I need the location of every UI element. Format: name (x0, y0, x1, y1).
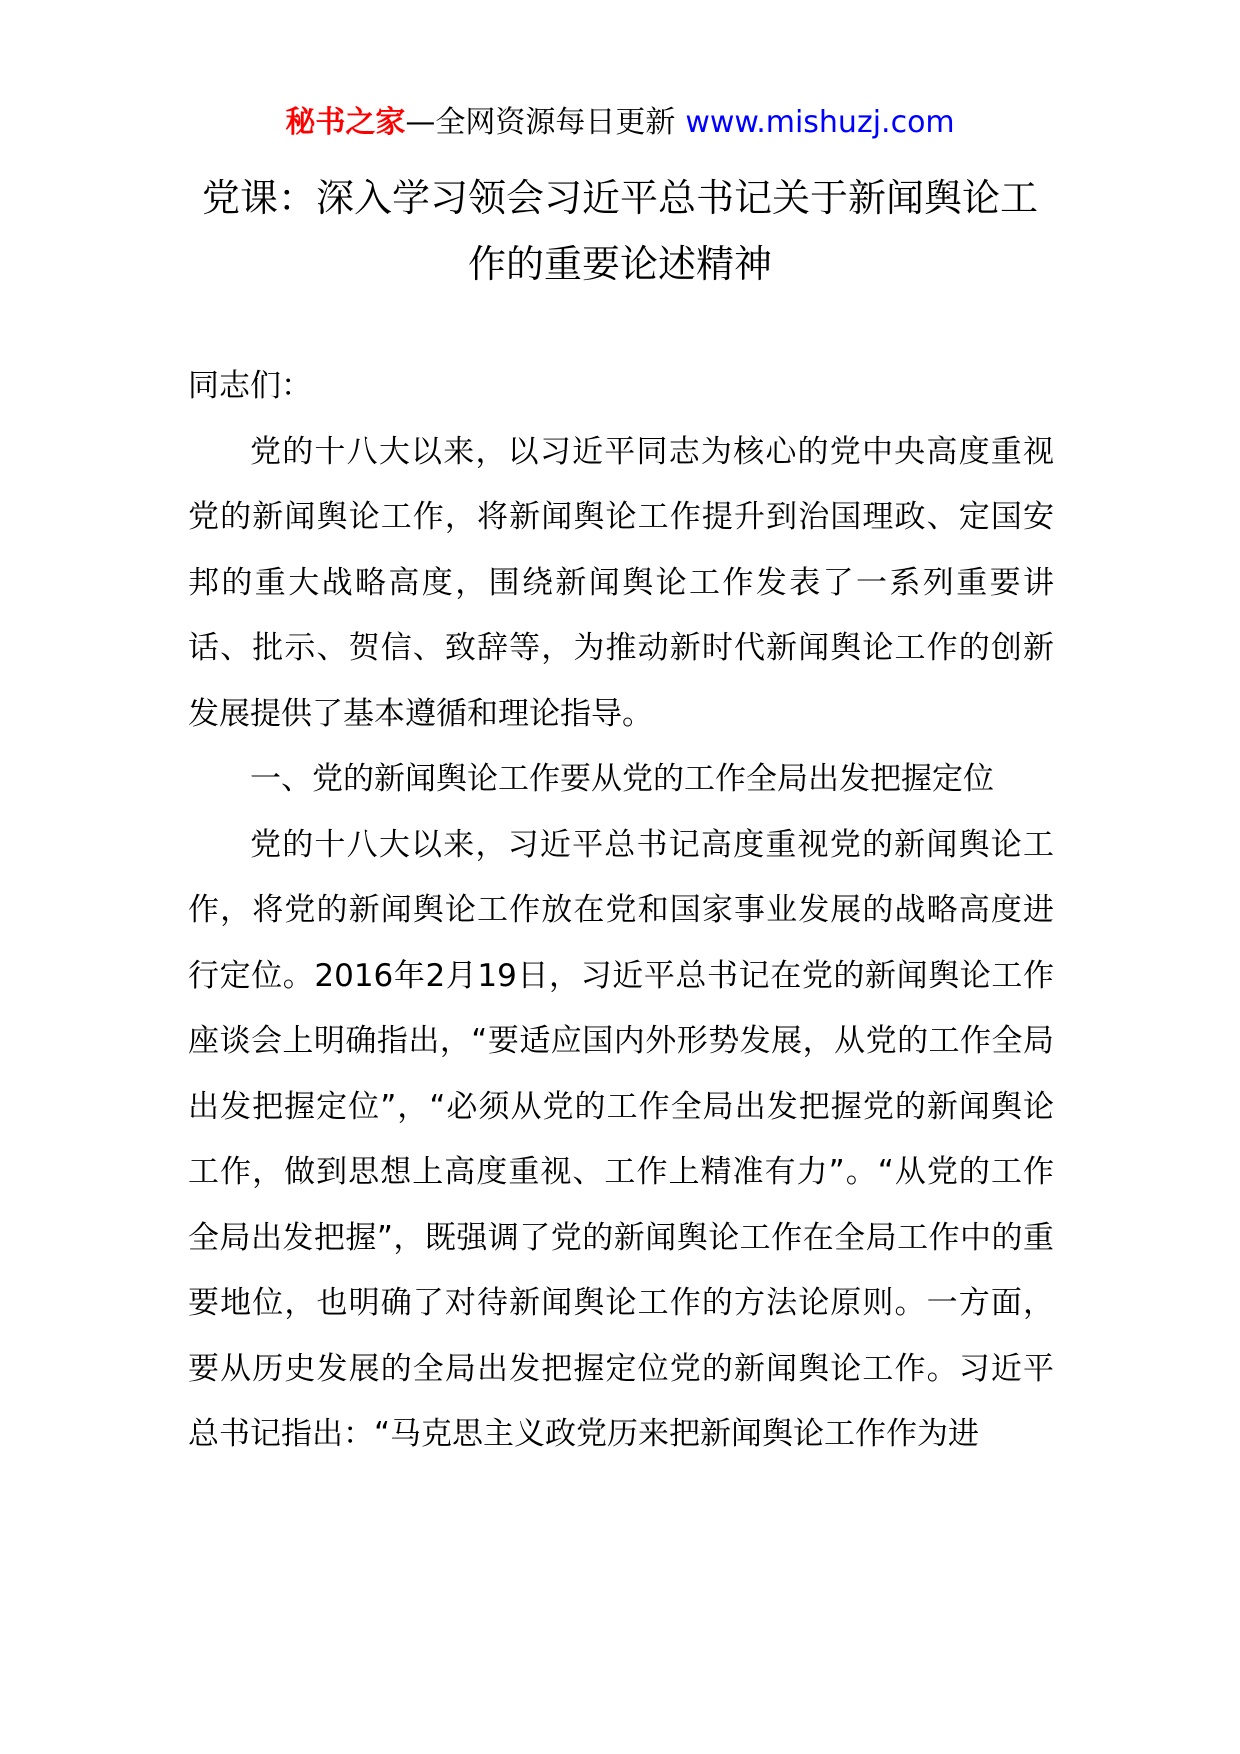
paragraph-section-1: 党的十八大以来，习近平总书记高度重视党的新闻舆论工作，将党的新闻舆论工作放在党和国家事业发展的战略高度进行定位。2016年2月19日，习近平总书记在党的新闻舆论工作座谈会上明确指出，“要适应国内外形势发展，从党的工作全局出发把握定位”，“必须从党的工作全局出发把握党的新闻舆论工作，做到思想上高度重视、工作上精准有力”。“从党的工作全局出发把握”，既强调了党的新闻舆论工作在全局工作中的重要地位，也明确了对待新闻舆论工作的方法论原则。一方面，要从历史发展的全局出发把握定位党的新闻舆论工作。习近平总书记指出：“马克思主义政党历来把新闻舆论工作作为进 (188, 826, 1054, 1452)
site-brand: 秘书之家 (285, 105, 406, 140)
document-body (188, 354, 1054, 1468)
document-title: 党课：深入学习领会习近平总书记关于新闻舆论工作的重要论述精神 (201, 176, 1038, 286)
site-header (0, 101, 1240, 145)
section-heading: 一、党的新闻舆论工作要从党的工作全局出发把握定位 (250, 761, 994, 797)
salutation: 同志们： (188, 368, 312, 404)
site-tagline: —全网资源每日更新 (405, 105, 676, 140)
paragraph-intro: 党的十八大以来，以习近平同志为核心的党中央高度重视党的新闻舆论工作，将新闻舆论工作提升到治国理政、定国安邦的重大战略高度，围绕新闻舆论工作发表了一系列重要讲话、批示、贺信、致辞等，为推动新时代新闻舆论工作的创新发展提供了基本遵循和理论指导。 (188, 433, 1054, 732)
site-url-link[interactable]: www.mishuzj.com (685, 105, 955, 140)
